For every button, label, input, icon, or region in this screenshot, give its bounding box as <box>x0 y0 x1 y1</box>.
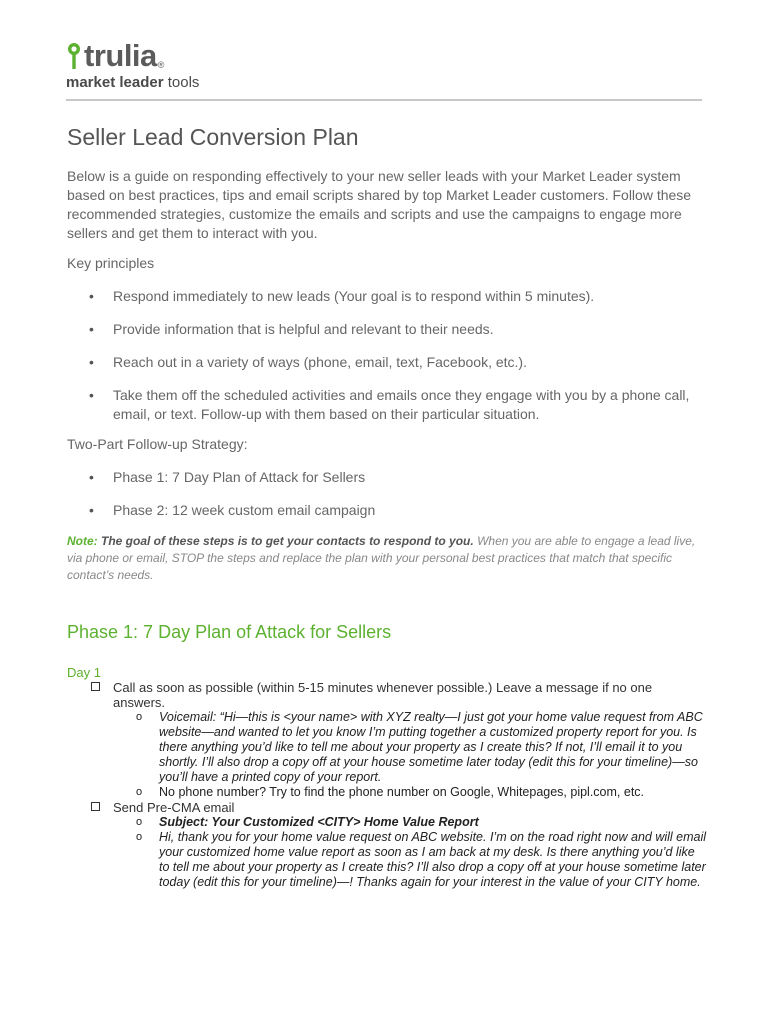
tagline-bold: market leader <box>66 74 164 91</box>
intro-paragraph: Below is a guide on responding effectively to your new seller leads with your Market Leader system based on best practices, tips and email scripts shared by top Market Leader customers. Follow these recommended strategies, customize the emails and scripts and use the campaigns to engage more sellers and get them to interact with you. <box>67 168 692 241</box>
trulia-logo <box>66 38 200 91</box>
registered-mark-icon: ® <box>157 60 165 70</box>
phase1-heading: Phase 1: 7 Day Plan of Attack for Sellers <box>67 622 392 642</box>
task-call-subitems <box>67 710 707 800</box>
header-divider <box>66 99 702 101</box>
task-text: Send Pre-CMA email <box>113 800 235 815</box>
logo-tagline <box>66 74 199 91</box>
email-subject-text: Subject: Your Customized <CITY> Home Value Report <box>159 815 479 829</box>
list-item: • Take them off the scheduled activities and emails once they engage with you by a phone call, email, or text. Follow-up with them based on their particular situation. <box>67 386 707 424</box>
note-paragraph <box>67 533 707 584</box>
tagline-light: tools <box>167 74 200 91</box>
circle-bullet-icon: o <box>136 831 143 843</box>
no-phone-text: No phone number? Try to find the phone number on Google, Whitepages, pipl.com, etc. <box>159 785 645 799</box>
list-item: • Provide information that is helpful and relevant to their needs. <box>67 320 707 339</box>
list-item: • Phase 2: 12 week custom email campaign <box>67 501 707 520</box>
voicemail-script <box>67 710 707 785</box>
document-body <box>67 124 707 890</box>
task-email-subitems <box>67 815 707 890</box>
email-body-text: Hi, thank you for your home value request on ABC website. I’m on the road right now and will email your customized home value report as soon as I am back at my desk. Is there anything you’d like to tell me about your property as I create this? I’ll also drop a copy off at your house sometime later today (edit this for your timeline)—! Thanks again for your interest in the value of your CITY home. <box>159 830 707 889</box>
key-principles-list <box>67 287 707 424</box>
checkbox-icon <box>91 802 100 811</box>
brand-name: trulia <box>84 38 157 73</box>
task-email <box>67 800 707 815</box>
list-item: • Phase 1: 7 Day Plan of Attack for Sellers <box>67 468 707 487</box>
circle-bullet-icon: o <box>136 816 143 828</box>
checkbox-icon <box>91 682 100 691</box>
circle-bullet-icon: o <box>136 786 143 798</box>
email-body <box>67 830 707 890</box>
strategy-label: Two-Part Follow-up Strategy: <box>67 436 248 452</box>
task-text: Call as soon as possible (within 5-15 minutes whenever possible.) Leave a message if no one answers. <box>113 680 653 710</box>
email-subject <box>67 815 707 830</box>
no-phone-tip <box>67 785 707 800</box>
task-call <box>67 680 707 710</box>
voicemail-text: Voicemail: “Hi—this is <your name> with XYZ realty—I just got your home value request from ABC website—and wanted to let you know I’m putting together a customized property report for you. Is there anything you’d like to tell me about your property as I create this? If not, I’ll email it to you shortly. I’ll also drop a copy off at your house sometime later today (edit this for your timeline)—so you’ll have a printed copy of your report. <box>159 710 703 784</box>
key-principles-label: Key principles <box>67 255 155 271</box>
day-label: Day 1 <box>67 665 101 680</box>
list-item: • Respond immediately to new leads (Your goal is to respond within 5 minutes). <box>67 287 707 306</box>
list-item: • Reach out in a variety of ways (phone, email, text, Facebook, etc.). <box>67 353 707 372</box>
note-rest: When you are able to engage a lead live, via phone or email, STOP the steps and replace the plan with your personal best practices that match that specific contact’s needs. <box>67 534 696 582</box>
circle-bullet-icon: o <box>136 711 143 723</box>
note-strong: The goal of these steps is to get your contacts to respond to you. <box>101 534 474 548</box>
logo-wordmark <box>66 38 199 73</box>
page-title: Seller Lead Conversion Plan <box>67 124 359 150</box>
note-label: Note: <box>67 534 98 548</box>
strategy-list <box>67 468 707 520</box>
map-pin-icon <box>66 42 82 70</box>
